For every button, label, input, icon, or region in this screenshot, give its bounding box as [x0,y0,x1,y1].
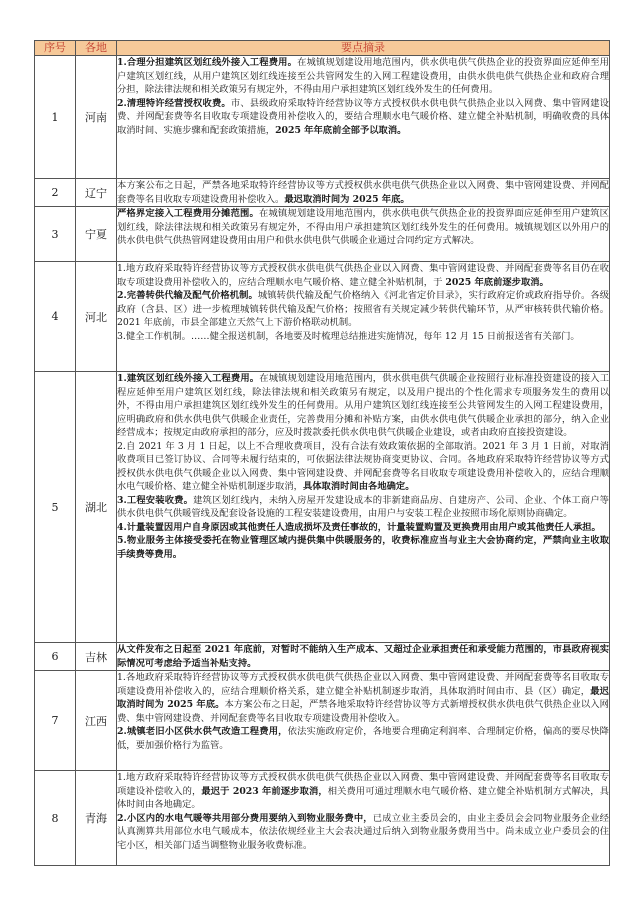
summary-paragraph [117,262,609,289]
row-seq: 3 [35,207,76,262]
emphasis-text: 最迟取消时间为 2025 年底。 [117,685,609,710]
table-header-row [35,41,610,56]
emphasis-text: 3.工程安装收费。 [117,494,194,506]
summary-paragraph [117,56,609,97]
row-region: 江西 [76,671,117,771]
table-row [35,179,610,207]
row-seq: 7 [35,671,76,771]
header-region: 各地 [76,41,117,56]
emphasis-text: 1.合理分担建筑区划红线外接入工程费用。 [117,57,298,68]
summary-paragraph [117,289,609,330]
row-summary [117,179,610,207]
row-summary [117,56,610,179]
emphasis-text: 1.建筑区划红线外接入工程费用。 [117,373,260,384]
summary-paragraph [117,534,609,561]
table-row [35,771,610,866]
summary-text: 3.健全工作机制。……健全报送机制，各地要及时梳理总结推进实施情况，每年 12 月 15 日前报送省有关部门。 [117,330,580,342]
row-seq: 4 [35,262,76,372]
summary-text: 依法实施政府定价，各地要合理确定利润率、合理制定价格，偏高的要尽快降低，要加强价格行为监管。 [117,726,609,751]
row-region: 青海 [76,771,117,866]
emphasis-text: 2.城镇老旧小区供水供气改造工程费用， [117,726,288,737]
table-row [35,643,610,671]
row-region: 辽宁 [76,179,117,207]
row-summary [117,771,610,866]
summary-paragraph [117,643,609,670]
row-region: 湖北 [76,372,117,643]
summary-text: 已成立业主委员会的，由业主委员会会同物业服务企业经认真测算共用部位水电气暖成本，依法依规经业主大会表决通过后纳入到物业服务费用当中。尚未成立业户委员会的住宅小区，相关部门适当调整物业服务收费标准。 [117,812,609,851]
summary-text: 城镇转供代输及配气价格纳入《河北省定价目录》，实行政府定价或政府指导价。各级政府（含县、区）进一步梳理城镇转供代输及配气价格；按照省有关规定减少转供代输环节，从严审核转供代输价格。2021 年底前，市县全部建立天然气上下游价格联动机制。 [117,290,609,328]
summary-paragraph [117,207,609,248]
summary-text: 1.地方政府采取特许经营协议等方式授权供水供电供气供热企业以入网费、集中管网建设费、并网配套费等名目仍在收取专项建设费用补偿收入的，应结合理顺水电气暖价格、建立健全补贴机制，于 [117,263,609,288]
row-summary [117,207,610,262]
summary-paragraph [117,521,609,535]
row-seq: 2 [35,179,76,207]
summary-text: 2.自 2021 年 3 月 1 日起，以上不合理收费项目，没有合法有效政策依据的全部取消。2021 年 3 月 1 日前，对取消收费项目已签订协议、合同等未履行结束的，可依据法律法规协商变更协议、合同。各地政府采取特许经营协议等方式授权供水供电供气供暖企业以入网费、集中管网建设费、并网配套费等名目收取专项建设费用补偿收入的，应结合理顺水电气暖价格、建立健全补贴机制逐步取消， [117,440,609,492]
row-region: 河北 [76,262,117,372]
emphasis-text: 具体取消时间由各地确定。 [302,481,415,492]
row-seq: 6 [35,643,76,671]
table-row [35,372,610,643]
summary-paragraph [117,330,609,344]
header-seq: 序号 [35,41,76,56]
emphasis-text: 2.清理特许经营授权收费。 [117,97,231,109]
summary-text: 在城镇规划建设用地范围内，供水供电供气供暖企业按照行业标准投资建设的接入工程应延伸至用户建筑区划红线，除法律法规和相关政策另有规定，以及用户提出的个性化需求专项服务发生的费用以外，不得由用户承担建筑区划红线外发生的任何费用。从用户建筑区划红线连接至公共管网发生的入网工程建设费用，应明确政府和供水供电供气供暖企业责任，完善费用分摊和补贴方案，由供水供电供气供暖企业承担的部分，纳入企业经营成本；按规定由政府承担的部分，应及时拨款委托供水供电供气供暖企业建设，或者由政府直接投资建设。 [117,373,609,438]
emphasis-text: 从文件发布之日起至 2021 年底前，对暂时不能纳入生产成本、又超过企业承担责任和承受能力范围的，市县政府视实际情况可考虑给予适当补贴支持。 [117,644,609,669]
summary-text: 在城镇规划建设用地范围内，供水供电供气供热企业的投资界面应延伸至用户建筑区划红线，除法律法规和相关政策另有规定外，不得由用户承担建筑区划红线外发生的任何费用。城镇规划区以外用户的供水供电供气供热管网建设费用由用户和供水供电供气供暖企业通过合同约定方式解决。 [117,208,609,246]
row-seq: 1 [35,56,76,179]
emphasis-text: 2.完善转供代输及配气价格机制。 [117,290,258,301]
summary-paragraph [117,671,609,725]
emphasis-text: 最迟于 2023 年前逐步取消， [201,785,328,797]
emphasis-text: 2025 年年底前全部予以取消。 [275,124,407,136]
emphasis-text: 2025 年底前逐步取消。 [445,276,549,288]
table-row [35,207,610,262]
summary-paragraph [117,440,609,494]
summary-text: 本方案公布之日起，严禁各地采取特许经营协议等方式新增授权供水供电供气供热企业以入网费、集中管网建设费、并网配套费等名目收取专项建设费用补偿收入。 [117,699,609,724]
emphasis-text: 严格界定接入工程费用分摊范围。 [117,208,259,219]
summary-paragraph [117,97,609,138]
row-summary [117,643,610,671]
summary-paragraph [117,494,609,521]
row-seq: 8 [35,771,76,866]
table-row [35,262,610,372]
header-summary: 要点摘录 [117,41,610,56]
summary-text: 1.地方政府采取特许经营协议等方式授权供水供电供气供热企业以入网费、集中管网建设费、并网配套费等名目收取专项建设补偿收入的， [117,772,609,797]
emphasis-text: 2.小区内的水电气暖等共用部分费用要纳入到物业服务费中， [117,812,373,824]
emphasis-text: 4.计量装置因用户自身原因或其他责任人造成损坏及责任事故的，计量装置购置及更换费用由用户或其他责任人承担。 [117,521,601,533]
summary-paragraph [117,179,609,206]
summary-text: 建筑区划红线内，未纳入房屋开发建设成本的非新建商品房、自建房产、公司、企业、个体工商户等供水供电供气供暖管线及配套设备设施的工程安装建设费用，由用户与安装工程企业按照市场化原则协商确定。 [117,494,609,519]
table-row [35,56,610,179]
row-region: 河南 [76,56,117,179]
summary-text: 相关费用可通过理顺水电气暖价格、建立健全补贴机制方式解决，具体时间由各地确定。 [117,785,609,810]
emphasis-text: 最迟取消时间为 2025 年底。 [284,193,410,205]
summary-paragraph [117,372,609,440]
summary-paragraph [117,771,609,812]
summary-text: 1.各地政府采取特许经营协议等方式授权供水供电供气供热企业以入网费、集中管网建设费、并网配套费等名目收取专项建设费用补偿收入的，应结合理顺价格关系，建立健全补贴机制逐步取消，具体取消时间由市、县（区）确定， [117,672,609,697]
summary-text: 在城镇规划建设用地范围内，供水供电供气供热企业的投资界面应延伸至用户建筑区划红线，从用户建筑区划红线连接至公共管网发生的入网工程建设费用，由供水供电供气供热企业和政府合理分担，除法律法规和相关政策另有规定外，不得由用户承担建筑区划红线外发生的任何费用。 [117,57,609,95]
row-region: 吉林 [76,643,117,671]
emphasis-text: 5.物业服务主体接受委托在物业管理区域内提供集中供暖服务的，收费标准应当与业主大会协商约定，严禁向业主收取手续费等费用。 [117,535,609,560]
policy-summary-table [34,40,610,866]
summary-paragraph [117,725,609,752]
summary-text: 市、县级政府采取特许经营协议等方式授权供水供电供气供热企业以入网费、集中管网建设费、并网配套费等名目收取专项建设费用补偿收入的，要结合理顺水电气暖价格、建立健全补贴机制，明确收费的具体取消时间、实施步骤和配套政策措施， [117,97,609,136]
summary-paragraph [117,812,609,853]
row-region: 宁夏 [76,207,117,262]
table-row [35,671,610,771]
row-summary [117,671,610,771]
row-summary [117,372,610,643]
summary-text: 本方案公布之日起，严禁各地采取特许经营协议等方式授权供水供电供气供热企业以入网费、集中管网建设费、并网配套费等名目收取专项建设费用补偿收入。 [117,180,609,205]
row-seq: 5 [35,372,76,643]
row-summary [117,262,610,372]
